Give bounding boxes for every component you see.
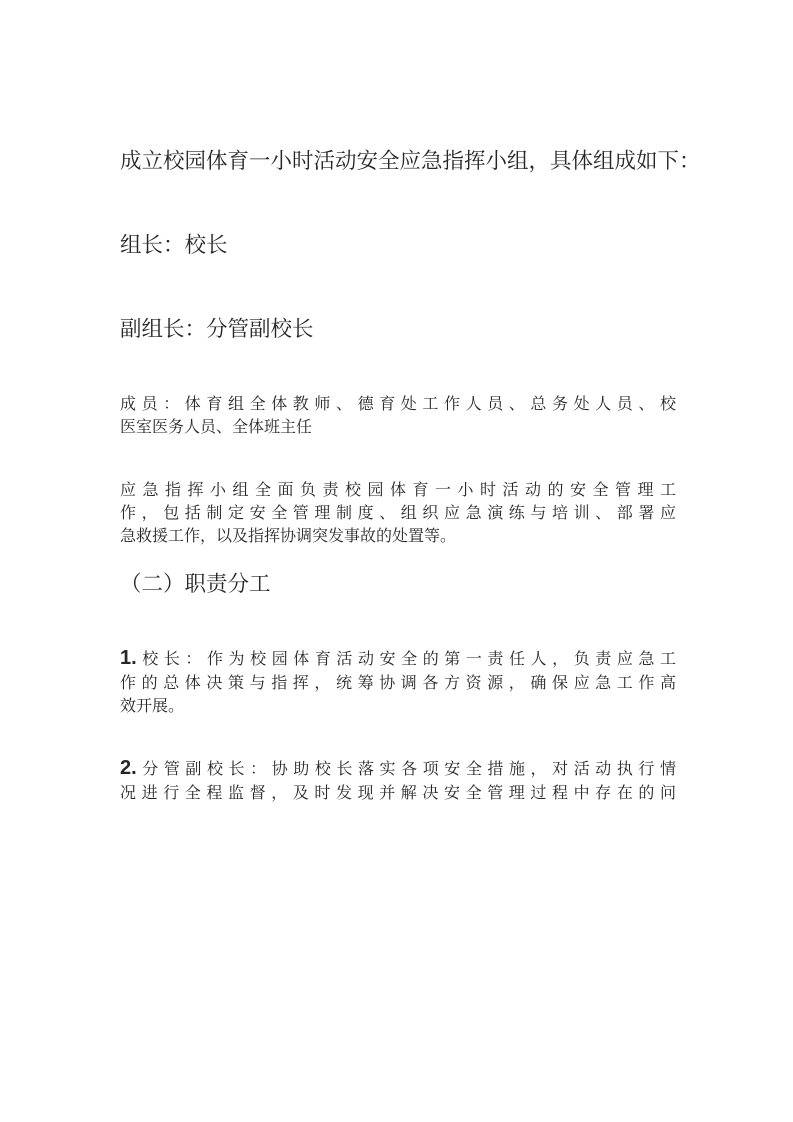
- text-line: 成员：体育组全体教师、德育处工作人员、总务处人员、校: [120, 396, 676, 413]
- paragraph: [120, 223, 676, 267]
- text-line: 作，包括制定安全管理制度、组织应急演练与培训、部署应: [120, 505, 676, 522]
- list-number: 1.: [120, 647, 137, 669]
- document-content: [120, 139, 701, 819]
- text-line: [120, 756, 676, 780]
- text-line: 组长：校长: [120, 233, 228, 257]
- text-line: （二）职责分工: [120, 572, 271, 596]
- text-line: 效开展。: [120, 698, 185, 715]
- text-segment: 分管副校长：协助校长落实各项安全措施，对活动执行情: [136, 761, 676, 778]
- paragraph: [120, 139, 701, 183]
- list-number: 2.: [120, 757, 137, 779]
- text-line: 作的总体决策与指挥，统筹协调各方资源，确保应急工作高: [120, 675, 676, 692]
- paragraph: [120, 307, 676, 351]
- text-line: 急救援工作，以及指挥协调突发事故的处置等。: [120, 528, 457, 545]
- text-line: 医室医务人员、全体班主任: [120, 419, 313, 436]
- text-line: 成立校园体育一小时活动安全应急指挥小组，具体组成如下：: [120, 149, 701, 173]
- section-heading: [120, 562, 676, 606]
- text-line: [120, 646, 676, 670]
- text-segment: 校长：作为校园体育活动安全的第一责任人，负责应急工: [136, 651, 676, 668]
- text-line: 副组长：分管副校长: [120, 317, 314, 341]
- text-line: 应急指挥小组全面负责校园体育一小时活动的安全管理工: [120, 482, 676, 499]
- text-line: 况进行全程监督，及时发现并解决安全管理过程中存在的问: [120, 785, 676, 802]
